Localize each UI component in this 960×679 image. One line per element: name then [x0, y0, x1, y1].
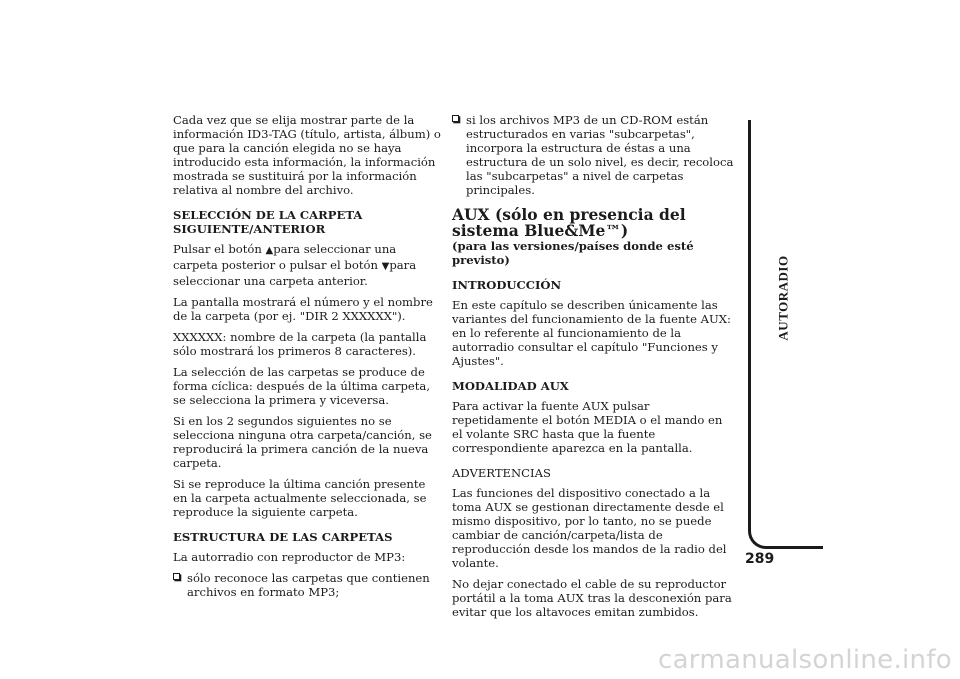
chapter-tab-label: AUTORADIO	[776, 255, 792, 341]
left-column	[173, 113, 443, 606]
arrow-down-icon: ▼	[381, 261, 390, 272]
paragraph-warnings: Las funciones del dispositivo conectado a la toma AUX se gestionan directamente desde el mismo dispositivo, por lo tanto, no se puede cambiar de canción/carpeta/lista de reproducción desde los mandos de la radio del volante.	[452, 486, 727, 570]
paragraph-intro: En este capítulo se describen únicamente las variantes del funcionamiento de la fuente AUX: en lo referente al funcionamiento de la autorradio consultar el capítulo "Funciones y Ajustes".	[452, 298, 731, 368]
text-fragment: Pulsar el botón	[173, 242, 266, 256]
heading-aux-mode: MODALIDAD AUX	[452, 379, 569, 393]
paragraph-aux-mode: Para activar la fuente AUX pulsar repetidamente el botón MEDIA o el mando en el volante SRC hasta que la fuente correspondiente aparezca en la pantalla.	[452, 399, 723, 455]
bullet-box-icon	[173, 573, 180, 580]
list-item	[452, 113, 734, 197]
paragraph-two-seconds: Si en los 2 segundos siguientes no se selecciona ninguna otra carpeta/canción, se reproducirá la primera canción de la nueva carpeta.	[173, 414, 432, 470]
text-fragment: para seleccionar una carpeta posterior o pulsar el botón	[173, 242, 397, 272]
paragraph-mp3-player: La autorradio con reproductor de MP3:	[173, 550, 406, 564]
heading-warnings: ADVERTENCIAS	[452, 466, 551, 480]
heading-folder-selection: SELECCIÓN DE LA CARPETA SIGUIENTE/ANTERIOR	[173, 208, 363, 236]
watermark: carmanualsonline.info	[657, 645, 952, 675]
paragraph-cable: No dejar conectado el cable de su reproductor portátil a la toma AUX tras la desconexión para evitar que los altavoces emitan zumbidos.	[452, 577, 732, 619]
paragraph-display-number: La pantalla mostrará el número y el nombre de la carpeta (por ej. "DIR 2 XXXXXX").	[173, 295, 433, 323]
list-item	[173, 571, 443, 599]
arrow-up-icon: ▲	[265, 245, 274, 256]
chapter-tab-label-wrap	[748, 120, 820, 546]
paragraph-press-button	[173, 242, 443, 288]
list-item-text: si los archivos MP3 de un CD-ROM están estructurados en varias "subcarpetas", incorpora la estructura de éstas a una estructura de un solo nivel, es decir, recoloca las "subcarpetas" a nivel de carpetas principales.	[466, 113, 734, 197]
paragraph-cyclic: La selección de las carpetas se produce de forma cíclica: después de la última carpeta, se selecciona la primera y viceversa.	[173, 365, 431, 407]
text-fragment: para seleccionar una carpeta anterior.	[173, 258, 417, 288]
page-number: 289	[745, 551, 775, 567]
list-item-text: sólo reconoce las carpetas que contienen archivos en formato MP3;	[187, 571, 430, 599]
right-column	[452, 113, 734, 626]
bullet-box-icon	[452, 115, 459, 122]
heading-introduction: INTRODUCCIÓN	[452, 278, 562, 292]
paragraph-folder-name: XXXXXX: nombre de la carpeta (la pantalla sólo mostrará los primeros 8 caracteres).	[173, 330, 427, 358]
heading-aux-subtitle: (para las versiones/países donde esté previsto)	[452, 239, 694, 267]
heading-folder-structure: ESTRUCTURA DE LAS CARPETAS	[173, 530, 393, 544]
paragraph-last-song: Si se reproduce la última canción presente en la carpeta actualmente seleccionada, se reproduce la siguiente carpeta.	[173, 477, 427, 519]
heading-aux: AUX (sólo en presencia del sistema Blue&Me™)	[452, 205, 686, 240]
paragraph-id3-tag: Cada vez que se elija mostrar parte de la información ID3-TAG (título, artista, álbum) o que para la canción elegida no se haya introducido esta información, la información mostrada se sustituirá por la información relativa al nombre del archivo.	[173, 113, 441, 197]
